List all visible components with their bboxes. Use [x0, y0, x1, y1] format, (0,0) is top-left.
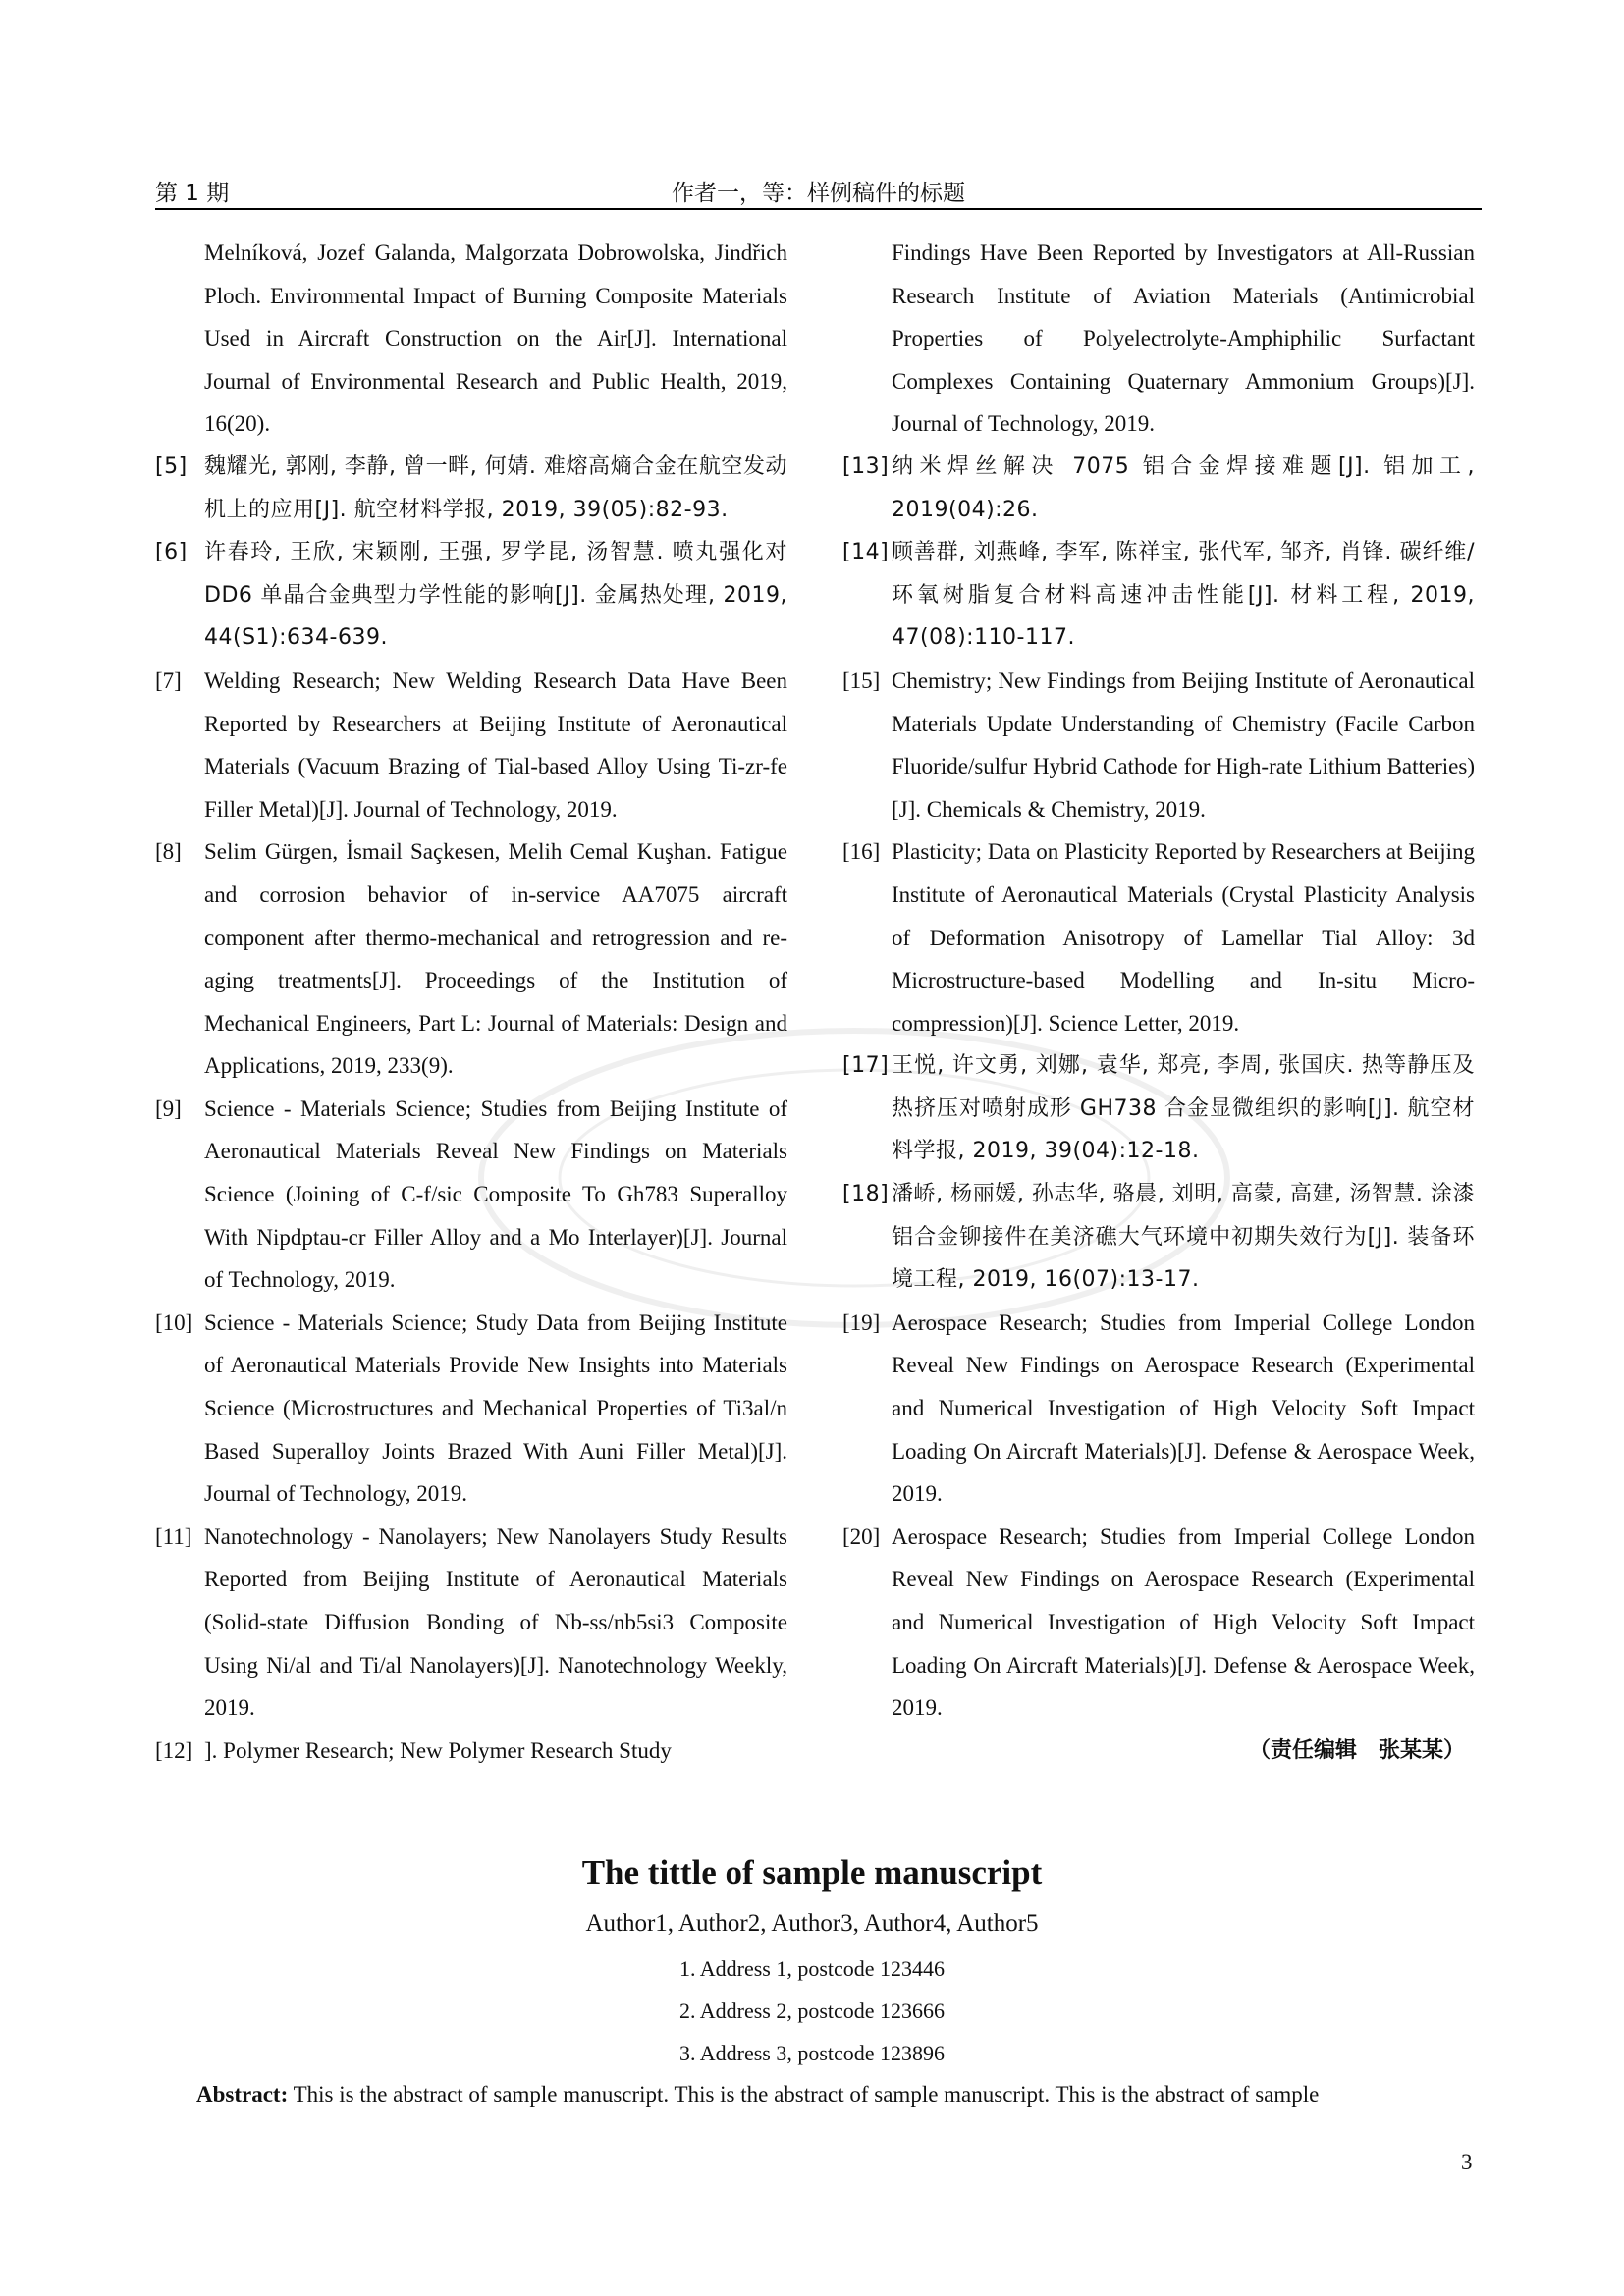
reference-item [155, 232, 787, 446]
address-line-1: 1. Address 1, postcode 123446 [678, 1956, 946, 1981]
reference-number: [13] [842, 454, 890, 479]
reference-number: [11] [155, 1523, 192, 1549]
references-left-column [155, 232, 787, 1772]
reference-text: Aerospace Research; Studies from Imperial College London Reveal New Findings on Aerospace Research (Experimental and Numerical Investigation of High Velocity Soft Impact Loading On Aircraft Materials)[J]. Defense & Aerospace Week, 2019. [892, 1309, 1475, 1507]
reference-item [155, 1088, 787, 1302]
reference-number: [20] [842, 1523, 881, 1549]
reference-item [155, 1516, 787, 1730]
english-title: The tittle of sample manuscript [581, 1853, 1043, 1892]
reference-item [842, 1173, 1475, 1302]
reference-number: [6] [155, 540, 188, 565]
reference-number: [15] [842, 667, 881, 693]
responsible-editor-note: （责任编辑 张某某） [1248, 1737, 1465, 1763]
reference-number: [10] [155, 1309, 193, 1335]
address-line-2: 2. Address 2, postcode 123666 [678, 1999, 946, 2023]
running-header [155, 169, 1482, 210]
reference-text: Welding Research; New Welding Research Data Have Been Reported by Researchers at Beijing Institute of Aeronautical Materials (Vacuum Brazing of Tial-based Alloy Using Ti-zr-fe Filler Metal)[J]. Journal of Technology, 2019. [204, 667, 787, 822]
reference-item [155, 446, 787, 531]
reference-item [842, 1516, 1475, 1730]
reference-text: 许春玲, 王欣, 宋颖刚, 王强, 罗学昆, 汤智慧. 喷丸强化对 DD6 单晶合金典型力学性能的影响[J]. 金属热处理, 2019, 44(S1):634-639. [204, 540, 787, 651]
reference-number: [16] [842, 839, 881, 865]
references-right-column [842, 232, 1475, 1771]
reference-text: Plasticity; Data on Plasticity Reported by Researchers at Beijing Institute of Aeronautical Materials (Crystal Plasticity Analysis of Deformation Anisotropy of Lamellar Tial Alloy: 3d Microstructure-based Modelling and In-situ Micro-compression)[J]. Science Letter, 2019. [892, 839, 1475, 1036]
reference-text: Chemistry; New Findings from Beijing Institute of Aeronautical Materials Update Understanding of Chemistry (Facile Carbon Fluoride/sulfur Hybrid Cathode for High-rate Lithium Batteries)[J]. Chemicals & Chemistry, 2019. [892, 667, 1475, 822]
reference-number: [8] [155, 839, 182, 865]
reference-number: [19] [842, 1309, 881, 1335]
reference-item [842, 830, 1475, 1044]
reference-number: [14] [842, 540, 890, 565]
reference-text: ]. Polymer Research; New Polymer Research Study [204, 1737, 672, 1763]
running-title: 作者一，等：样例稿件的标题 [672, 181, 965, 206]
reference-text: Nanotechnology - Nanolayers; New Nanolayers Study Results Reported from Beijing Institute of Aeronautical Materials (Solid-state Diffusion Bonding of Nb-ss/nb5si3 Composite Using Ni/al and Ti/al Nanolayers)[J]. Nanotechnology Weekly, 2019. [204, 1523, 787, 1721]
reference-text: 潘峤, 杨丽媛, 孙志华, 骆晨, 刘明, 高蒙, 高建, 汤智慧. 涂漆铝合金铆接件在美济礁大气环境中初期失效行为[J]. 装备环境工程, 2019, 16(07):13-17. [892, 1182, 1475, 1293]
reference-item [155, 1730, 787, 1773]
reference-text: 顾善群, 刘燕峰, 李军, 陈祥宝, 张代军, 邹齐, 肖锋. 碳纤维/环氧树脂复合材料高速冲击性能[J]. 材料工程, 2019, 47(08):110-117. [892, 540, 1475, 651]
reference-number: [17] [842, 1053, 890, 1079]
reference-text: 王悦, 许文勇, 刘娜, 袁华, 郑亮, 李周, 张国庆. 热等静压及热挤压对喷射成形 GH738 合金显微组织的影响[J]. 航空材料学报, 2019, 39(04):12-18. [892, 1053, 1475, 1164]
reference-number: [5] [155, 454, 188, 479]
reference-item [155, 660, 787, 830]
reference-text: Aerospace Research; Studies from Imperial College London Reveal New Findings on Aerospace Research (Experimental and Numerical Investigation of High Velocity Soft Impact Loading On Aircraft Materials)[J]. Defense & Aerospace Week, 2019. [892, 1523, 1475, 1721]
reference-text: Science - Materials Science; Study Data from Beijing Institute of Aeronautical Materials Provide New Insights into Materials Science (Microstructures and Mechanical Properties of Ti3al/n Based Superalloy Joints Brazed With Auni Filler Metal)[J]. Journal of Technology, 2019. [204, 1309, 787, 1507]
reference-item [842, 660, 1475, 830]
reference-text: Science - Materials Science; Studies from Beijing Institute of Aeronautical Materials Reveal New Findings on Materials Science (Joining of C-f/sic Composite To Gh783 Superalloy With Nipdptau-cr Filler Alloy and a Mo Interlayer)[J]. Journal of Technology, 2019. [204, 1095, 787, 1293]
abstract-text: This is the abstract of sample manuscript. This is the abstract of sample manuscript. This is the abstract of sample [288, 2082, 1320, 2107]
reference-item [842, 446, 1475, 531]
reference-number: [18] [842, 1182, 890, 1207]
reference-text: Melníková, Jozef Galanda, Malgorzata Dobrowolska, Jindřich Ploch. Environmental Impact of Burning Composite Materials Used in Aircraft Construction on the Air[J]. International Journal of Environmental Research and Public Health, 2019, 16(20). [204, 240, 787, 437]
page-number: 3 [1461, 2150, 1473, 2174]
reference-text: Selim Gürgen, İsmail Saçkesen, Melih Cemal Kuşhan. Fatigue and corrosion behavior of in-service AA7075 aircraft component after thermo-mechanical and retrogression and re-aging treatments[J]. Proceedings of the Institution of Mechanical Engineers, Part L: Journal of Materials: Design and Applications, 2019, 233(9). [204, 839, 787, 1079]
reference-item [155, 830, 787, 1088]
english-authors: Author1, Author2, Author3, Author4, Author5 [585, 1910, 1039, 1937]
issue-label: 第 1 期 [155, 181, 230, 206]
address-line-3: 3. Address 3, postcode 123896 [678, 2041, 946, 2065]
reference-number: [9] [155, 1095, 182, 1121]
reference-text: 纳米焊丝解决 7075 铝合金焊接难题[J]. 铝加工, 2019(04):26. [892, 454, 1475, 522]
reference-item [842, 232, 1475, 446]
reference-text: 魏耀光, 郭刚, 李静, 曾一畔, 何婧. 难熔高熵合金在航空发动机上的应用[J]. 航空材料学报, 2019, 39(05):82-93. [204, 454, 787, 522]
abstract-paragraph [196, 2082, 1473, 2108]
reference-item [842, 531, 1475, 660]
reference-item [155, 531, 787, 660]
reference-item [155, 1302, 787, 1516]
reference-number: [7] [155, 667, 182, 693]
reference-number: [12] [155, 1737, 193, 1763]
abstract-label: Abstract: [196, 2082, 289, 2107]
reference-item [842, 1302, 1475, 1516]
reference-text: Findings Have Been Reported by Investigators at All-Russian Research Institute of Aviation Materials (Antimicrobial Properties of Polyelectrolyte-Amphiphilic Surfactant Complexes Containing Quaternary Ammonium Groups)[J]. Journal of Technology, 2019. [892, 240, 1475, 437]
reference-item [842, 1044, 1475, 1173]
